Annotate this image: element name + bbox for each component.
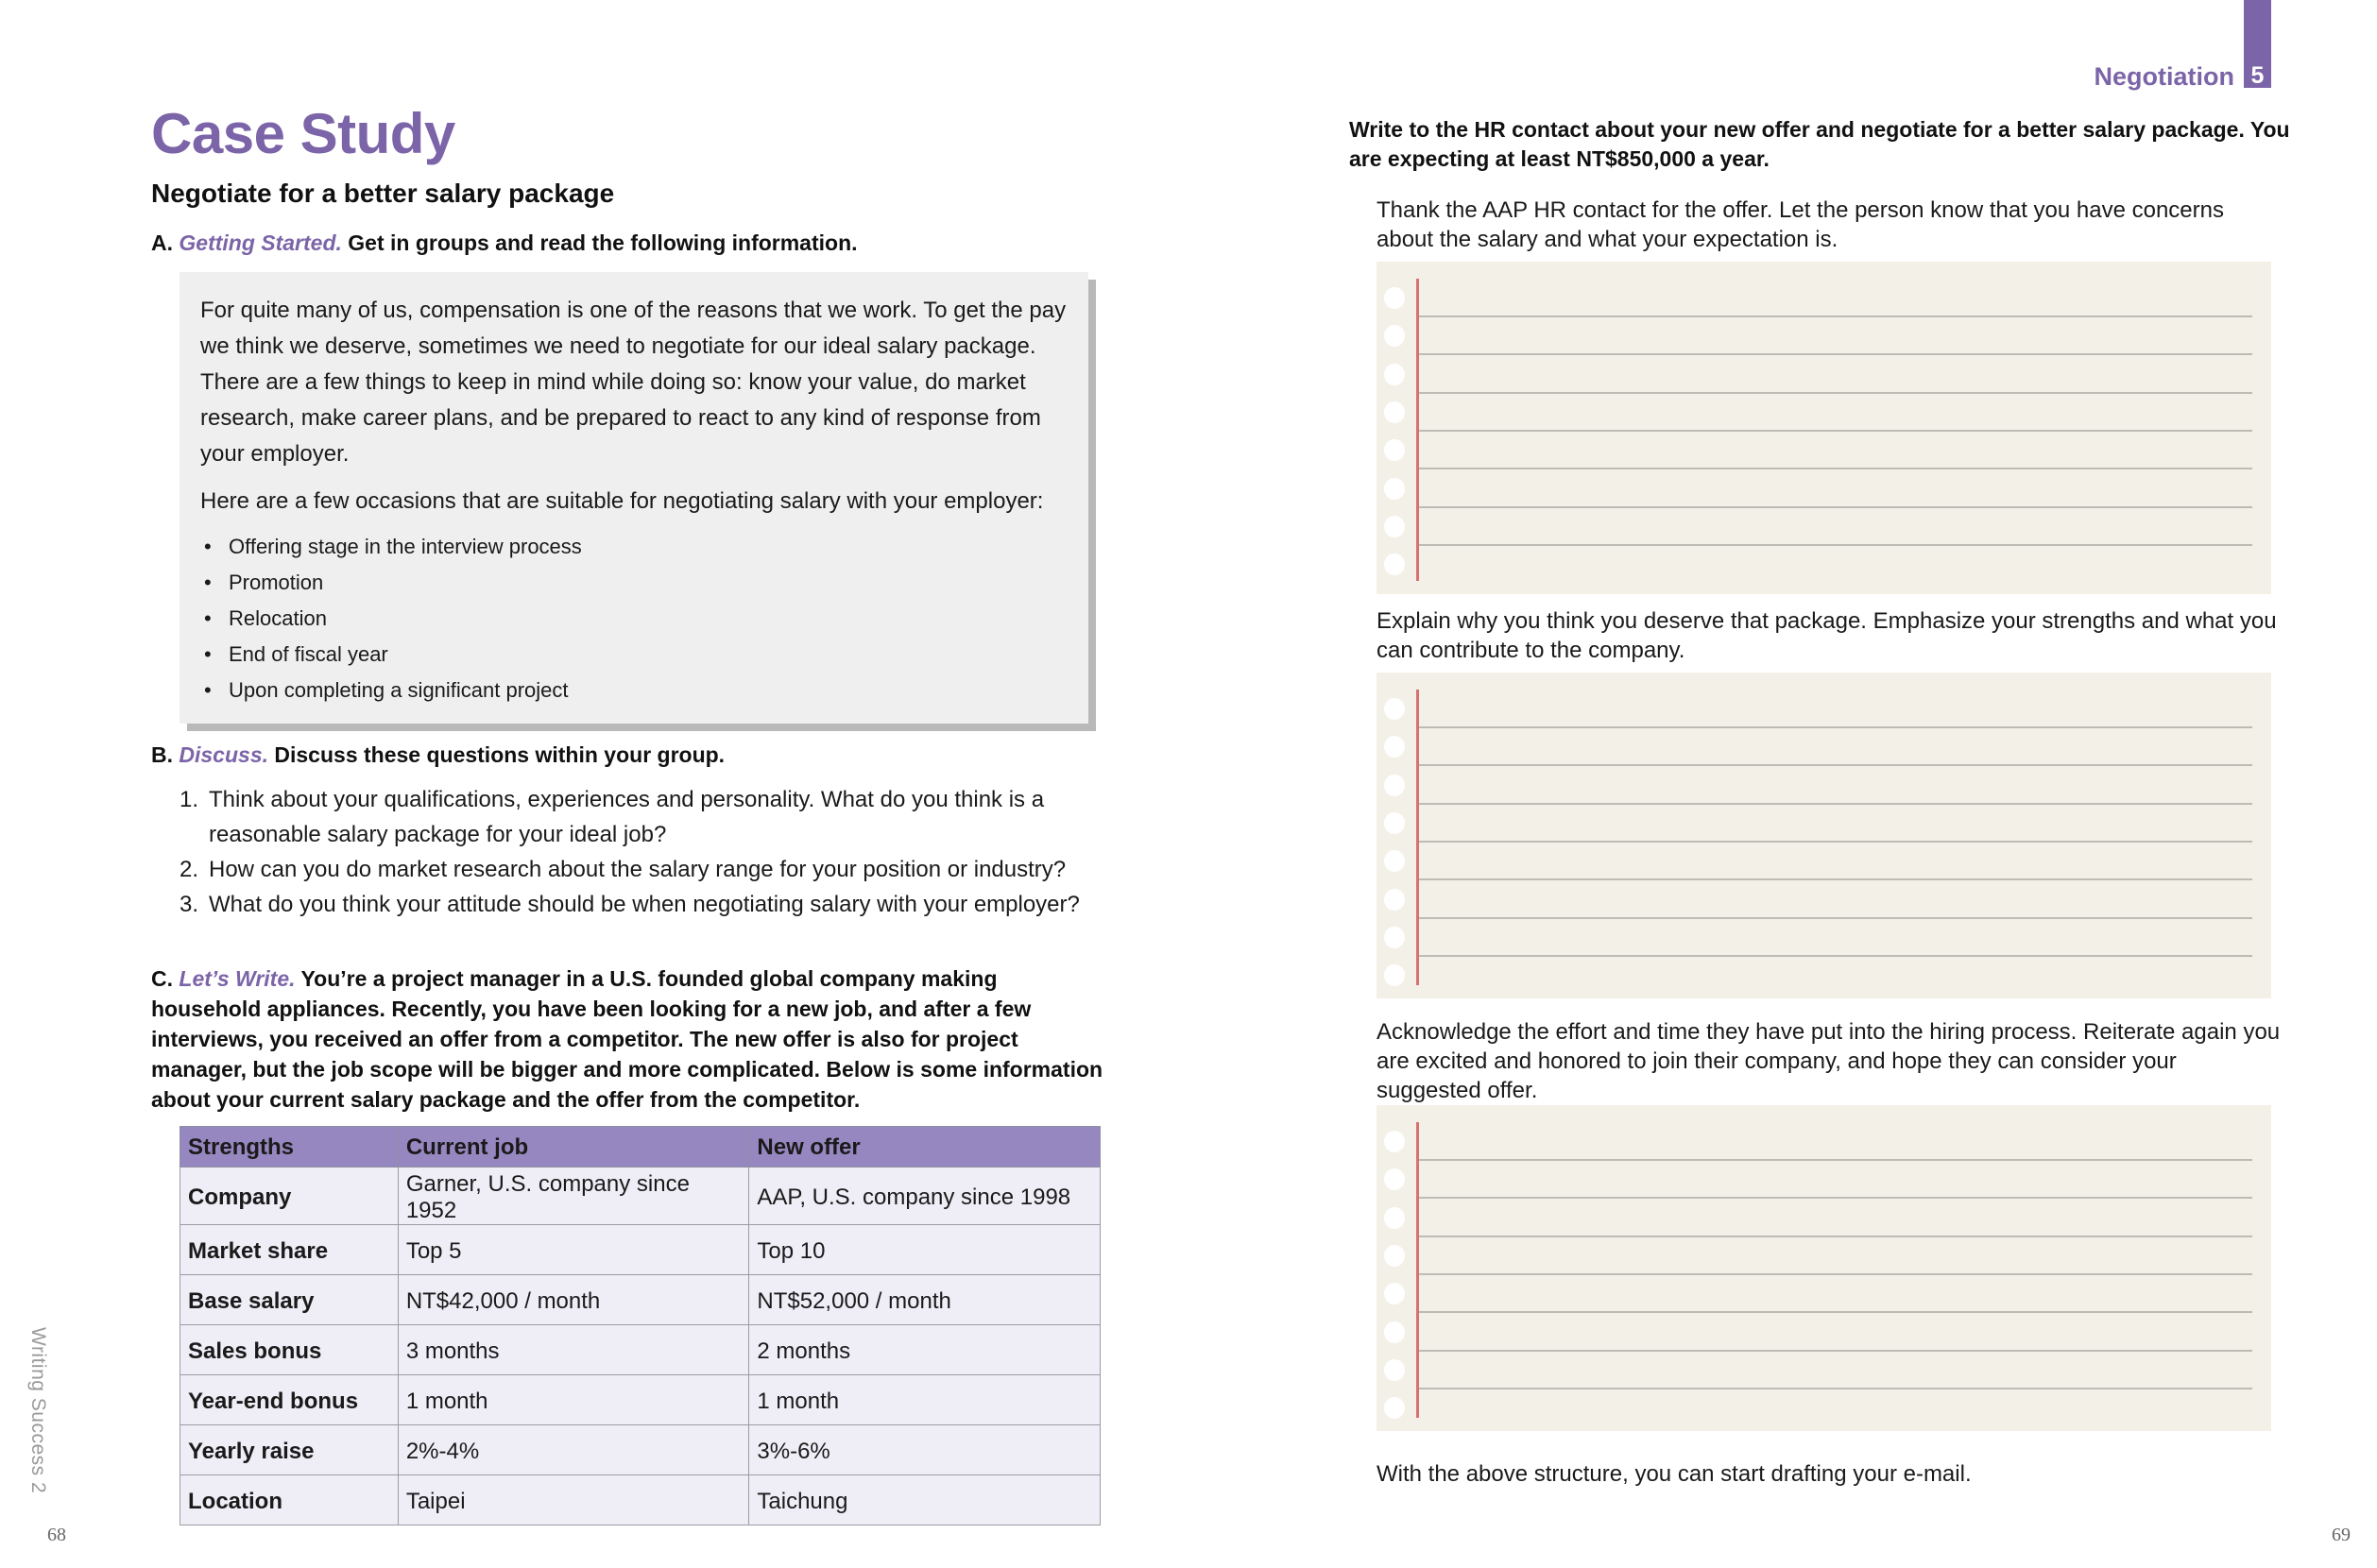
list-item <box>200 673 1069 708</box>
ruled-line <box>1419 1197 2252 1199</box>
row-label-cell: Base salary <box>180 1275 399 1325</box>
prompt-1: Thank the AAP HR contact for the offer. Let the person know that you have concerns about the salary and what your expectation is. <box>1377 197 2224 252</box>
prompt-2: Explain why you think you deserve that package. Emphasize your strengths and what you can contribute to the company. <box>1377 608 2277 663</box>
question-text: How can you do market research about the salary range for your position or industry? <box>209 857 1067 882</box>
page-number-left: 68 <box>47 1525 66 1545</box>
table-row <box>180 1225 1101 1275</box>
ruled-line <box>1419 1236 2252 1237</box>
binder-hole-icon <box>1384 554 1405 575</box>
binder-hole-icon <box>1384 812 1405 834</box>
ruled-line <box>1419 955 2252 957</box>
table-row <box>180 1167 1101 1225</box>
section-a-instruction: Get in groups and read the following information. <box>348 230 858 255</box>
binder-hole-icon <box>1384 889 1405 911</box>
chapter-name: Negotiation <box>2094 62 2234 91</box>
binder-hole-icon <box>1384 401 1405 423</box>
new-offer-cell: Taichung <box>749 1475 1101 1525</box>
section-c-label: Let’s Write. <box>179 966 296 991</box>
section-c-heading <box>151 963 1105 1115</box>
list-item-text: Upon completing a significant project <box>229 678 569 702</box>
current-job-cell: 3 months <box>398 1325 749 1375</box>
list-item <box>200 529 1069 565</box>
current-job-cell: 2%-4% <box>398 1425 749 1475</box>
header-strengths: Strengths <box>180 1127 399 1167</box>
ruled-line <box>1419 392 2252 394</box>
header-current-job: Current job <box>398 1127 749 1167</box>
row-label-cell: Company <box>180 1167 399 1225</box>
binder-hole-icon <box>1384 1359 1405 1381</box>
notepad-writing-area-3[interactable] <box>1377 1105 2271 1431</box>
binder-hole-icon <box>1384 516 1405 537</box>
current-job-cell: Top 5 <box>398 1225 749 1275</box>
header-new-offer: New offer <box>749 1127 1101 1167</box>
table-row <box>180 1275 1101 1325</box>
list-item-text: Relocation <box>229 606 327 630</box>
ruled-line <box>1419 506 2252 508</box>
writing-task-heading: Write to the HR contact about your new offer and negotiate for a better salary package. You are expecting at least NT$850,000 a year. <box>1349 117 2290 171</box>
binder-hole-icon <box>1384 775 1405 796</box>
binder-hole-icon <box>1384 927 1405 948</box>
new-offer-cell: 1 month <box>749 1375 1101 1425</box>
ruled-line <box>1419 544 2252 546</box>
list-item <box>200 637 1069 673</box>
ruled-line <box>1419 764 2252 766</box>
bullet-icon: • <box>204 535 212 558</box>
margin-line <box>1416 1122 1419 1418</box>
section-b-label: Discuss. <box>179 742 268 767</box>
binder-hole-icon <box>1384 1321 1405 1343</box>
question-number: 2. <box>180 857 199 882</box>
row-label-cell: Yearly raise <box>180 1425 399 1475</box>
binder-hole-icon <box>1384 1131 1405 1152</box>
list-item-text: Offering stage in the interview process <box>229 535 582 558</box>
binder-hole-icon <box>1384 478 1405 500</box>
table-row <box>180 1475 1101 1525</box>
question-number: 3. <box>180 892 199 917</box>
info-paragraph-2: Here are a few occasions that are suitable for negotiating salary with your employer: <box>200 488 1044 514</box>
new-offer-cell: AAP, U.S. company since 1998 <box>749 1167 1101 1225</box>
binder-hole-icon <box>1384 1207 1405 1229</box>
section-c-letter: C. <box>151 966 173 991</box>
section-b-letter: B. <box>151 742 173 767</box>
salary-comparison-table <box>180 1126 1101 1525</box>
section-b-heading <box>151 742 725 769</box>
binder-hole-icon <box>1384 364 1405 385</box>
binder-hole-icon <box>1384 1168 1405 1190</box>
list-item <box>200 565 1069 601</box>
bullet-icon: • <box>204 606 212 630</box>
list-item <box>200 601 1069 637</box>
info-box <box>180 272 1088 724</box>
ruled-line <box>1419 1159 2252 1161</box>
new-offer-cell: NT$52,000 / month <box>749 1275 1101 1325</box>
page-subtitle: Negotiate for a better salary package <box>151 179 615 208</box>
ruled-line <box>1419 917 2252 919</box>
row-label-cell: Year-end bonus <box>180 1375 399 1425</box>
book-title-side-label: Writing Success 2 <box>27 1327 49 1494</box>
ruled-line <box>1419 1350 2252 1352</box>
ruled-line <box>1419 353 2252 355</box>
question-item <box>180 852 1105 887</box>
table-row <box>180 1325 1101 1375</box>
row-label-cell: Sales bonus <box>180 1325 399 1375</box>
current-job-cell: 1 month <box>398 1375 749 1425</box>
chapter-number: 5 <box>2250 62 2265 89</box>
question-text: Think about your qualifications, experiences and personality. What do you think is a reasonable salary package for your ideal job? <box>209 787 1045 847</box>
section-c-instruction: You’re a project manager in a U.S. founded global company making household appliances. Recently, you have been looking for a new job, and after a few interviews, you received an offer from a competitor. The new offer is also for project manager, but the job scope will be bigger and more complicated. Below is some information about your current salary package and the offer from the competitor. <box>151 966 1103 1112</box>
ruled-line <box>1419 803 2252 805</box>
page-title: Case Study <box>151 102 455 165</box>
table-header-row <box>180 1127 1101 1167</box>
ruled-line <box>1419 878 2252 880</box>
bullet-icon: • <box>204 571 212 594</box>
current-job-cell: Taipei <box>398 1475 749 1525</box>
prompt-3: Acknowledge the effort and time they have put into the hiring process. Reiterate again you are excited and honored to join their company, and hope they can consider your suggested offer. <box>1377 1019 2281 1103</box>
bullet-icon: • <box>204 642 212 666</box>
current-job-cell: Garner, U.S. company since 1952 <box>398 1167 749 1225</box>
question-item <box>180 887 1105 922</box>
discussion-questions <box>180 782 1105 922</box>
page-number-right: 69 <box>2332 1525 2351 1545</box>
notepad-writing-area-2[interactable] <box>1377 673 2271 998</box>
table-row <box>180 1425 1101 1475</box>
row-label-cell: Market share <box>180 1225 399 1275</box>
binder-hole-icon <box>1384 287 1405 309</box>
ruled-line <box>1419 430 2252 432</box>
new-offer-cell: 2 months <box>749 1325 1101 1375</box>
binder-hole-icon <box>1384 1397 1405 1419</box>
list-item-text: Promotion <box>229 571 324 594</box>
binder-hole-icon <box>1384 439 1405 461</box>
row-label-cell: Location <box>180 1475 399 1525</box>
ruled-line <box>1419 468 2252 469</box>
occasions-list <box>200 529 1069 708</box>
ruled-line <box>1419 315 2252 317</box>
section-b-instruction: Discuss these questions within your group. <box>274 742 726 767</box>
binder-hole-icon <box>1384 1245 1405 1267</box>
binder-hole-icon <box>1384 698 1405 720</box>
current-job-cell: NT$42,000 / month <box>398 1275 749 1325</box>
margin-line <box>1416 690 1419 985</box>
question-number: 1. <box>180 787 199 812</box>
ruled-line <box>1419 1311 2252 1313</box>
notepad-writing-area-1[interactable] <box>1377 262 2271 594</box>
binder-hole-icon <box>1384 964 1405 986</box>
ruled-line <box>1419 1273 2252 1275</box>
binder-hole-icon <box>1384 1283 1405 1304</box>
binder-hole-icon <box>1384 736 1405 758</box>
binder-hole-icon <box>1384 325 1405 347</box>
ruled-line <box>1419 841 2252 843</box>
ruled-line <box>1419 726 2252 728</box>
section-a-letter: A. <box>151 230 173 255</box>
list-item-text: End of fiscal year <box>229 642 388 666</box>
section-a-label: Getting Started. <box>179 230 342 255</box>
closing-text: With the above structure, you can start drafting your e-mail. <box>1377 1461 1972 1487</box>
new-offer-cell: 3%-6% <box>749 1425 1101 1475</box>
table-row <box>180 1375 1101 1425</box>
ruled-line <box>1419 1388 2252 1389</box>
new-offer-cell: Top 10 <box>749 1225 1101 1275</box>
question-text: What do you think your attitude should be when negotiating salary with your employer? <box>209 892 1080 917</box>
question-item <box>180 782 1105 852</box>
bullet-icon: • <box>204 678 212 702</box>
info-paragraph-1: For quite many of us, compensation is one of the reasons that we work. To get the pay we think we deserve, sometimes we need to negotiate for our ideal salary package. There are a few things to keep in mind while doing so: know your value, do market research, make career plans, and be prepared to react to any kind of response from your employer. <box>200 298 1067 467</box>
section-a-heading <box>151 230 858 257</box>
binder-hole-icon <box>1384 850 1405 872</box>
